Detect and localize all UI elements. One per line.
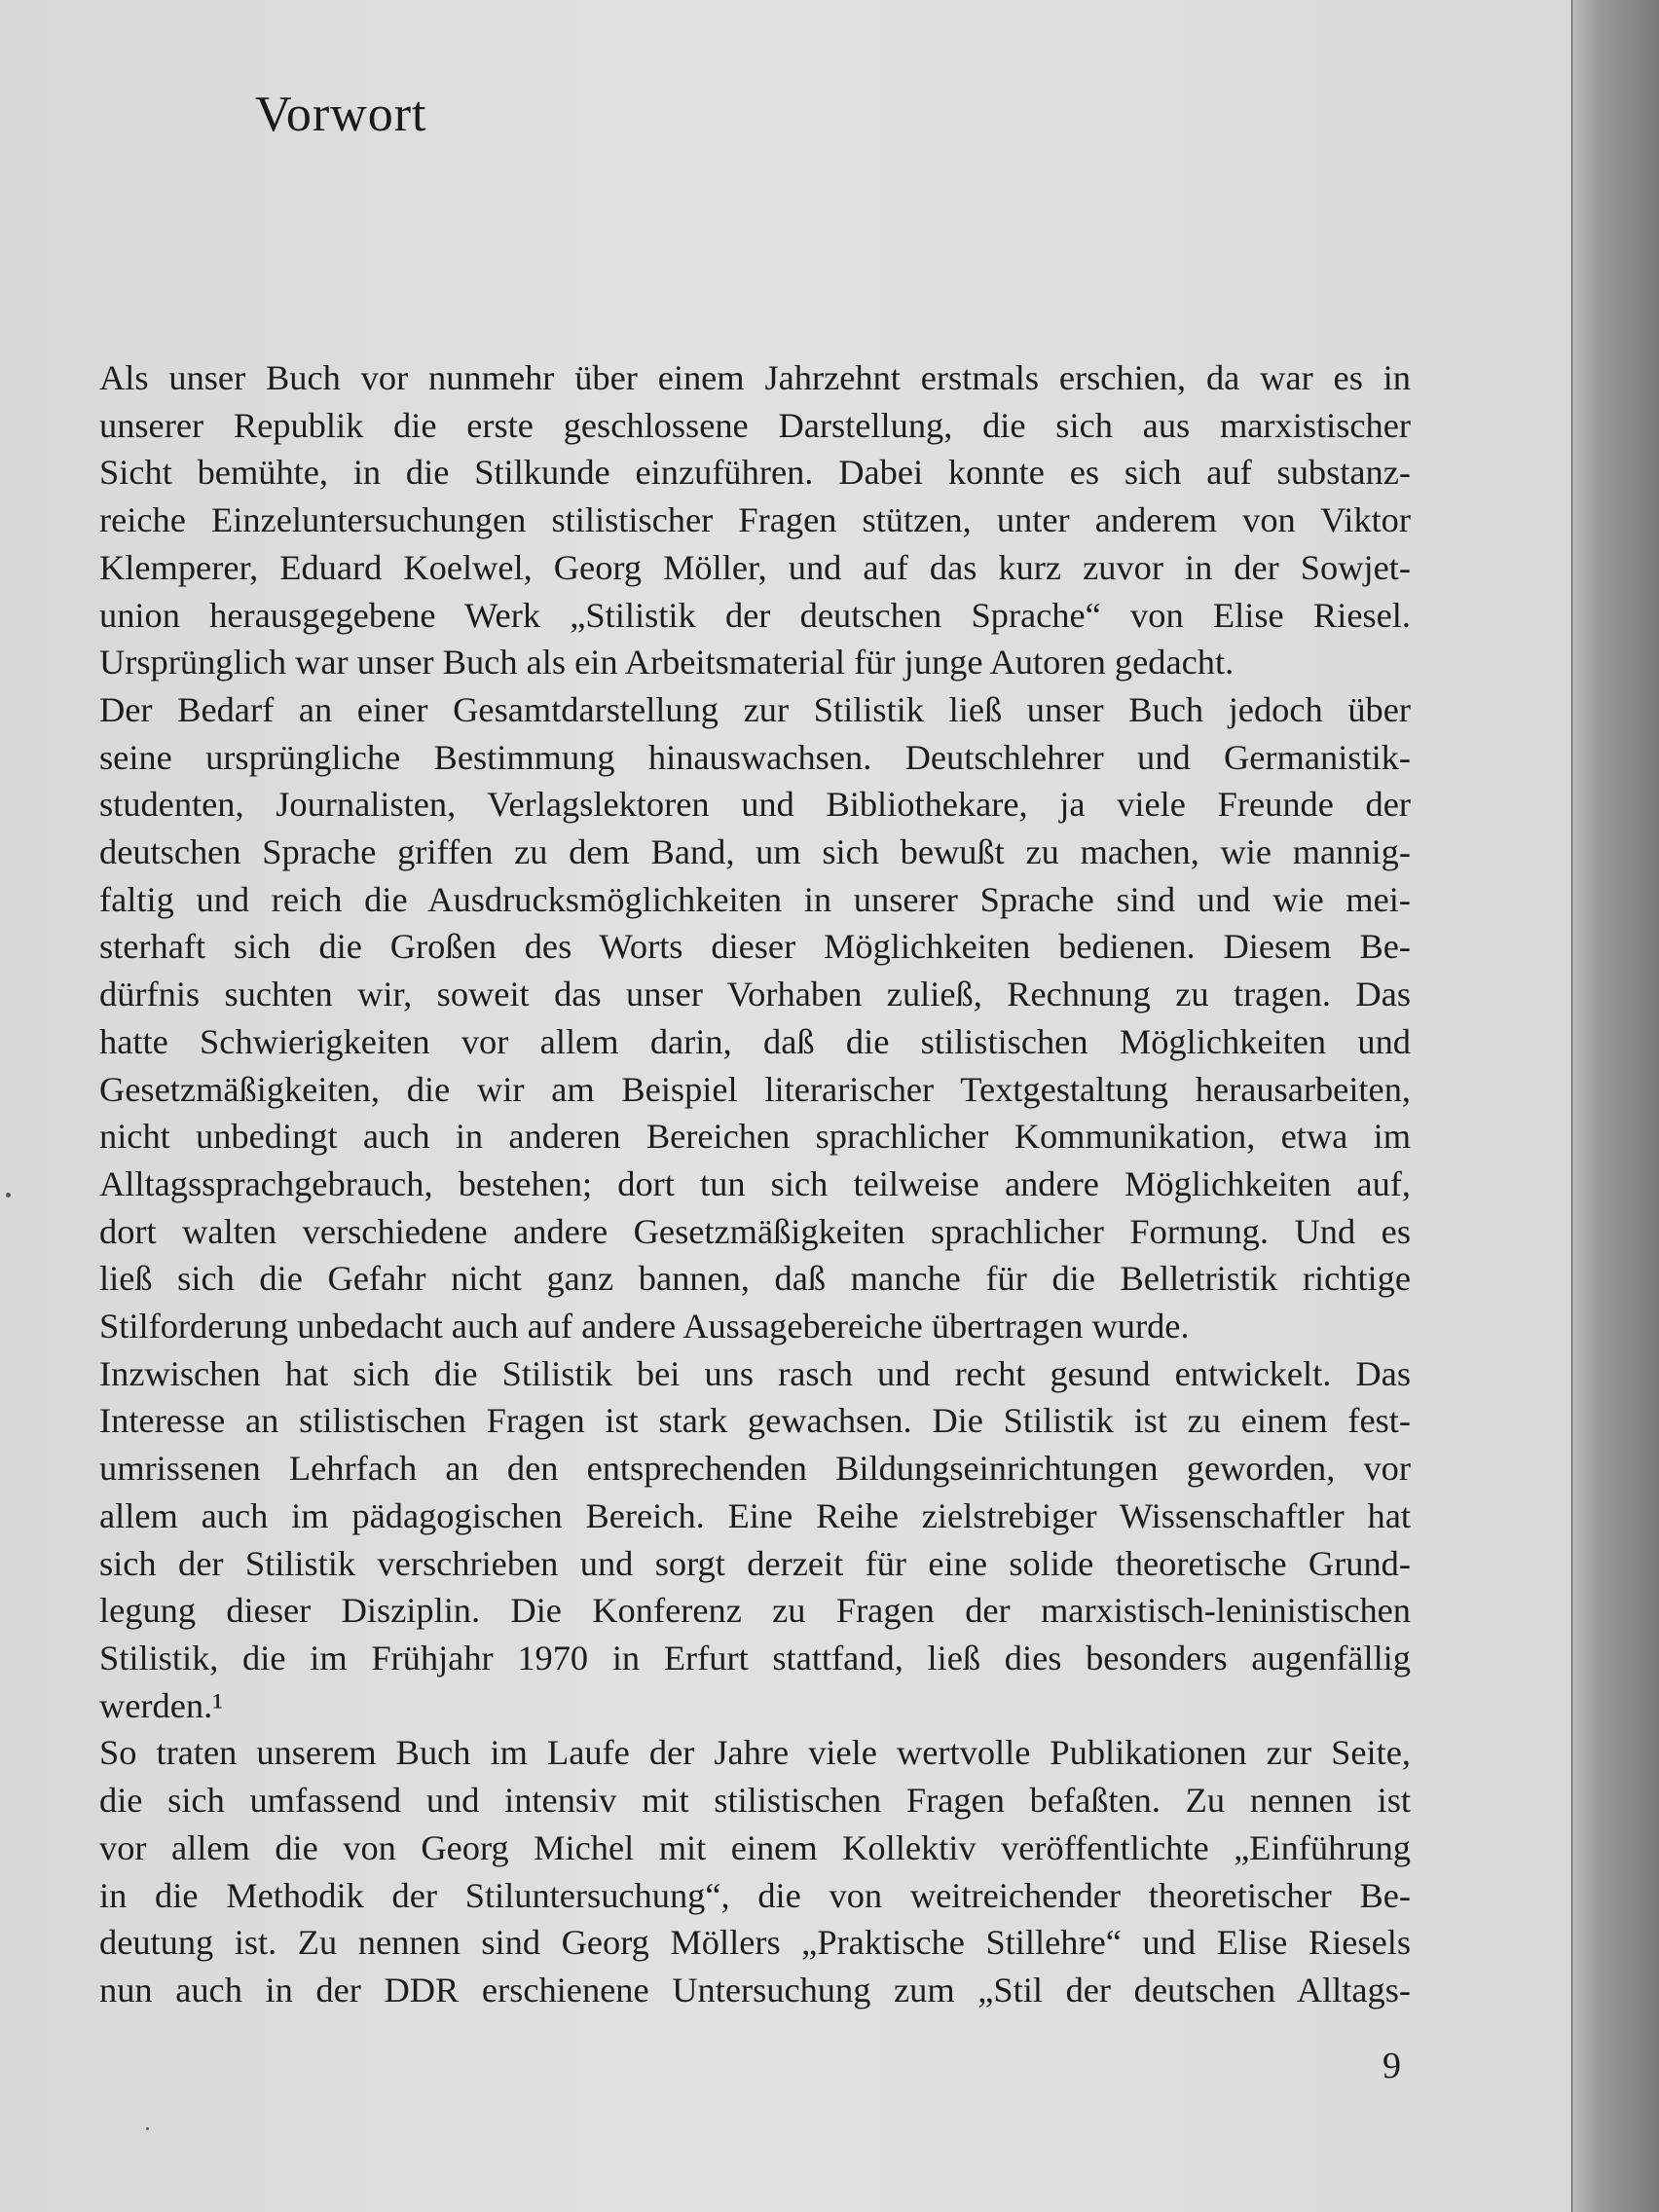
dust-speck — [146, 2127, 149, 2130]
text-line: Interesse an stilistischen Fragen ist stark gewachsen. Die Stilistik ist zu einem fest- — [99, 1401, 1411, 1441]
text-line: legung dieser Disziplin. Die Konferenz zu Fragen der marxistisch-leninistischen — [99, 1591, 1411, 1631]
text-line: dort walten verschiedene andere Gesetzmäßigkeiten sprachlicher Formung. Und es — [99, 1211, 1411, 1251]
text-line: Stilforderung unbedacht auch auf andere Aussagebereiche übertragen wurde. — [99, 1307, 1190, 1346]
text-line: Stilistik, die im Frühjahr 1970 in Erfurt stattfand, ließ dies besonders augenfällig — [99, 1638, 1411, 1677]
text-line: umrissenen Lehrfach an den entsprechenden Bildungseinrichtungen geworden, vor — [99, 1449, 1411, 1489]
text-line: Als unser Buch vor nunmehr über einem Jahrzehnt erstmals erschien, da war es in — [99, 358, 1411, 397]
text-line: in die Methodik der Stiluntersuchung“, die von weitreichender theoretischer Be- — [99, 1875, 1411, 1915]
text-line: vor allem die von Georg Michel mit einem Kollektiv veröffentlichte „Einführung — [99, 1827, 1411, 1867]
dust-speck — [6, 1193, 11, 1198]
text-line: dürfnis suchten wir, soweit das unser Vorhaben zuließ, Rechnung zu tragen. Das — [99, 975, 1411, 1014]
text-line: nicht unbedingt auch in anderen Bereichen sprachlicher Kommunikation, etwa im — [99, 1117, 1411, 1157]
text-line: ließ sich die Gefahr nicht ganz bannen, daß manche für die Belletristik richtige — [99, 1259, 1411, 1299]
text-line: werden.¹ — [99, 1685, 224, 1725]
text-line: unserer Republik die erste geschlossene Darstellung, die sich aus marxistischer — [99, 405, 1411, 445]
text-line: allem auch im pädagogischen Bereich. Eine Reihe zielstrebiger Wissenschaftler hat — [99, 1495, 1411, 1535]
text-line: nun auch in der DDR erschienene Untersuchung zum „Stil der deutschen Alltags- — [99, 1970, 1411, 2009]
text-line: Klemperer, Eduard Koelwel, Georg Möller, und auf das kurz zuvor in der Sowjet- — [99, 547, 1411, 587]
text-line: Alltagssprachgebrauch, bestehen; dort tun sich teilweise andere Möglichkeiten auf, — [99, 1163, 1411, 1203]
text-line: hatte Schwierigkeiten vor allem darin, daß die stilistischen Möglichkeiten und — [99, 1021, 1411, 1061]
page-number: 9 — [1382, 2046, 1401, 2086]
text-line: sterhaft sich die Großen des Worts dieser Möglichkeiten bedienen. Diesem Be- — [99, 927, 1411, 967]
text-line: faltig und reich die Ausdrucksmöglichkeiten in unserer Sprache sind und wie mei- — [99, 879, 1411, 919]
text-line: Inzwischen hat sich die Stilistik bei uns rasch und recht gesund entwickelt. Das — [99, 1353, 1411, 1393]
text-line: deutschen Sprache griffen zu dem Band, um sich bewußt zu machen, wie mannig- — [99, 832, 1411, 872]
text-line: Sicht bemühte, in die Stilkunde einzuführen. Dabei konnte es sich auf substanz- — [99, 453, 1411, 493]
text-line: Ursprünglich war unser Buch als ein Arbeitsmaterial für junge Autoren gedacht. — [99, 643, 1235, 682]
text-line: deutung ist. Zu nennen sind Georg Möllers „Praktische Stillehre“ und Elise Riesels — [99, 1923, 1411, 1963]
text-line: union herausgegebene Werk „Stilistik der deutschen Sprache“ von Elise Riesel. — [99, 595, 1411, 635]
text-line: studenten, Journalisten, Verlagslektoren und Bibliothekare, ja viele Freunde der — [99, 785, 1411, 825]
text-line: Gesetzmäßigkeiten, die wir am Beispiel literarischer Textgestaltung herausarbeiten, — [99, 1069, 1411, 1109]
text-line: seine ursprüngliche Bestimmung hinauswachsen. Deutschlehrer und Germanistik- — [99, 737, 1411, 777]
binding-edge — [1572, 0, 1659, 2212]
text-line: reiche Einzeluntersuchungen stilistischer Fragen stützen, unter anderem von Viktor — [99, 500, 1411, 540]
text-line: sich der Stilistik verschrieben und sorgt derzeit für eine solide theoretische Grund- — [99, 1543, 1411, 1583]
text-line: die sich umfassend und intensiv mit stilistischen Fragen befaßten. Zu nennen ist — [99, 1781, 1411, 1821]
text-line: So traten unserem Buch im Laufe der Jahre viele wertvolle Publikationen zur Seite, — [99, 1733, 1411, 1773]
text-line: Der Bedarf an einer Gesamtdarstellung zur Stilistik ließ unser Buch jedoch über — [99, 689, 1411, 729]
page-title: Vorwort — [255, 87, 427, 142]
body-text — [99, 354, 1411, 2014]
